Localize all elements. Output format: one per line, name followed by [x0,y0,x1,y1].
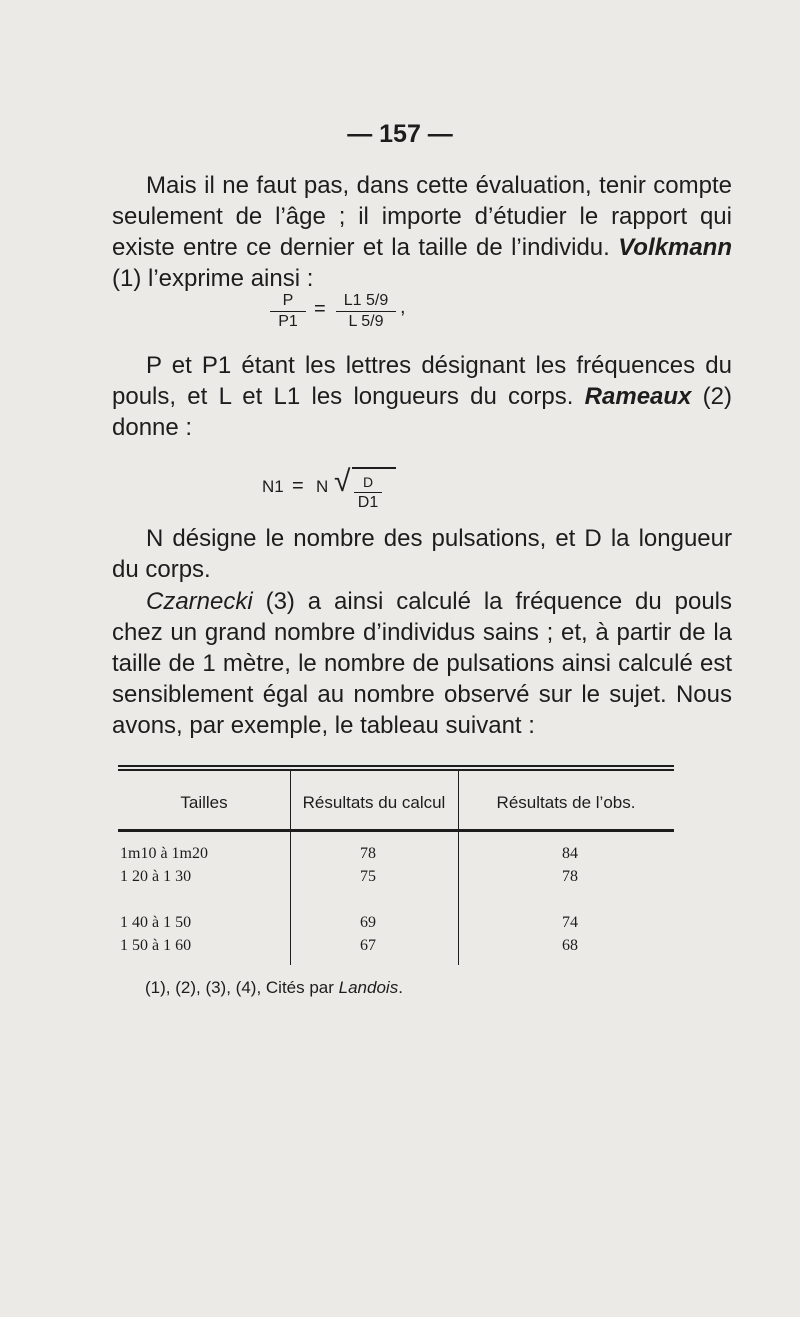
table-top-rule [118,765,674,767]
paragraph-3 [112,523,732,585]
footnote [145,978,403,998]
table-row-2-taille: 1 20 à 1 30 [120,868,192,885]
fraction-left-denominator: P1 [278,313,298,330]
footnote-refs: (1), (2), (3), (4), Cités par [145,978,339,997]
table-col-divider-1-ext [290,875,291,965]
table-header-calcul: Résultats du calcul [302,793,446,812]
table-col-divider-1 [290,769,291,879]
data-table [118,765,674,885]
table-row-3-taille: 1 40 à 1 50 [120,914,192,931]
table-row-1-calcul: 78 [360,845,376,862]
paragraph-1 [112,170,732,294]
p3-text: N désigne le nombre des pulsations, et D la longueur du corps. [112,525,732,583]
table-col-divider-2 [458,769,459,879]
author-rameaux: Rameaux [584,383,692,410]
footnote-end: . [398,978,403,997]
p4-text: (3) a ainsi calculé la fréquence du pouls chez un grand nombre d’individus sains ; et, à partir de la taille de 1 mètre, le nombre de pulsations ainsi calculé est sensiblement égal au nombre observé sur le sujet. Nous avons, par exemple, le tableau suivant : [112,588,732,739]
author-czarnecki: Czarnecki [146,588,253,615]
table-row-4-obs: 68 [562,937,578,954]
paragraph-2 [112,350,732,443]
table-header-obs: Résultats de l’obs. [496,793,636,812]
formula-comma: , [400,296,406,318]
formula2-n: N [316,477,329,496]
table-row-4-taille: 1 50 à 1 60 [120,937,192,954]
table-top-rule-2 [118,769,674,771]
formula2-denominator: D1 [357,494,379,511]
p1-text-after: (1) l’exprime ainsi : [112,265,314,292]
table-row-1-taille: 1m10 à 1m20 [120,845,208,862]
formula2-numerator: D [362,474,374,490]
table-header-tailles: Tailles [180,793,228,812]
p1-text-before: Mais il ne faut pas, dans cette évaluation, tenir compte seulement de l’âge ; il importe d’étudier le rapport qui existe entre ce dernier et la taille de l’individu. [112,172,732,261]
p2-text-before: P et P1 étant les lettres désignant les fréquences du pouls, et L et L1 les longueurs du corps. [112,352,732,410]
table-header-rule [118,829,674,832]
formula2-lhs: N1 [262,477,284,496]
footnote-author: Landois [338,978,399,997]
radical-overline [352,467,396,469]
paragraph-4 [112,586,732,741]
equals-sign: = [314,298,326,320]
formula2-fraction [354,473,382,512]
radical-sign: √ [334,465,351,498]
table-row-3-obs: 74 [562,914,578,931]
p2-text-after: (2) donne : [112,383,732,441]
fraction-left [270,292,306,331]
fraction-right [336,292,396,331]
table-row-4-calcul: 67 [360,937,376,954]
table-row-2-obs: 78 [562,868,578,885]
fraction-right-numerator: L1 5/9 [343,292,389,309]
author-volkmann: Volkmann [618,234,732,261]
formula-volkmann [270,292,430,342]
table-col-divider-2-ext [458,875,459,965]
table-row-2-calcul: 75 [360,868,376,885]
table-row-3-calcul: 69 [360,914,376,931]
fraction-left-numerator: P [282,292,294,309]
page-number: — 157 — [347,120,453,148]
fraction-right-denominator: L 5/9 [348,313,384,330]
formula2-equals: = [292,475,304,497]
formula-rameaux [262,463,462,523]
table-row-1-obs: 84 [562,845,578,862]
